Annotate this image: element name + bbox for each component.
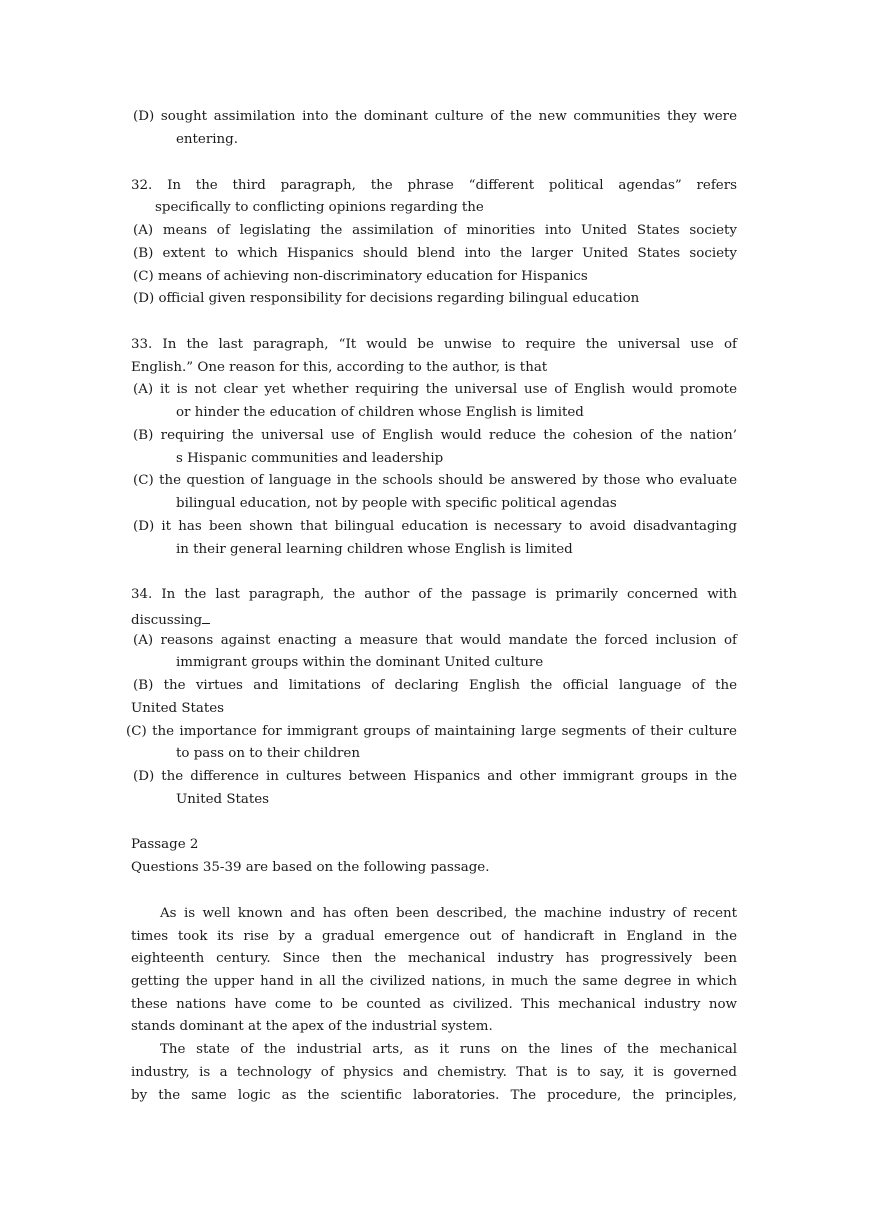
paragraph-2-line: The state of the industrial arts, as it runs on the lines of the mechanical [160, 1042, 737, 1057]
q32-stem-line1: 32. In the third paragraph, the phrase “different political agendas” refers [131, 178, 737, 193]
q33-option-a-line1: (A) it is not clear yet whether requiring the universal use of English would promote [133, 382, 737, 397]
q32-option-b: (B) extent to which Hispanics should blend into the larger United States society [133, 246, 737, 261]
q34-stem-line1: 34. In the last paragraph, the author of the passage is primarily concerned with [131, 587, 737, 602]
paragraph-2-line: industry, is a technology of physics and chemistry. That is to say, it is governed [131, 1065, 737, 1080]
q34-option-b-line1: (B) the virtues and limitations of declaring English the official language of the [133, 678, 737, 693]
q32-option-a: (A) means of legislating the assimilation of minorities into United States society [133, 223, 737, 238]
paragraph-2-line: by the same logic as the scientific laboratories. The procedure, the principles, [131, 1088, 737, 1103]
q34-option-a-line2: immigrant groups within the dominant United culture [176, 655, 544, 670]
q33-stem-line2: English.” One reason for this, according to the author, is that [131, 360, 548, 375]
q34-option-b-line2: United States [131, 701, 225, 716]
paragraph-1-line: these nations have come to be counted as civilized. This mechanical industry now [131, 997, 737, 1012]
q33-option-a-line2: or hinder the education of children whose English is limited [176, 405, 584, 420]
passage-heading: Passage 2 [131, 837, 199, 852]
q33-option-d-line2: in their general learning children whose English is limited [176, 542, 573, 557]
q33-option-b-line1: (B) requiring the universal use of English would reduce the cohesion of the nation’ [133, 428, 737, 443]
paragraph-1-line: eighteenth century. Since then the mechanical industry has progressively been [131, 951, 737, 966]
q32-stem-line2: specifically to conflicting opinions regarding the [155, 200, 484, 215]
q34-option-d-line2: United States [176, 792, 270, 807]
q33-option-c-line1: (C) the question of language in the schools should be answered by those who evaluate [133, 473, 737, 488]
q33-stem-line1: 33. In the last paragraph, “It would be unwise to require the universal use of [131, 337, 737, 352]
paragraph-1-line: getting the upper hand in all the civilized nations, in much the same degree in which [131, 974, 737, 989]
q32-option-d: (D) official given responsibility for decisions regarding bilingual education [133, 291, 640, 306]
paragraph-1-line: As is well known and has often been described, the machine industry of recent [160, 906, 737, 921]
q34-option-c-line2: to pass on to their children [176, 746, 360, 761]
q31-option-d-line1: (D) sought assimilation into the dominant culture of the new communities they were [133, 109, 737, 124]
q34-option-a-line1: (A) reasons against enacting a measure that would mandate the forced inclusion of [133, 633, 737, 648]
q33-option-c-line2: bilingual education, not by people with specific political agendas [176, 496, 617, 511]
q34-stem-line2-text: discussing [131, 613, 203, 628]
passage-intro: Questions 35-39 are based on the following passage. [131, 860, 490, 875]
q33-option-d-line1: (D) it has been shown that bilingual education is necessary to avoid disadvantaging [133, 519, 737, 534]
paragraph-1-line: stands dominant at the apex of the industrial system. [131, 1019, 493, 1034]
q34-option-c-line1: (C) the importance for immigrant groups of maintaining large segments of their culture [126, 724, 737, 739]
q31-option-d-line2: entering. [176, 132, 238, 147]
answer-blank [202, 611, 210, 624]
q34-stem-line2 [131, 611, 737, 627]
q34-option-d-line1: (D) the difference in cultures between Hispanics and other immigrant groups in the [133, 769, 737, 784]
q32-option-c: (C) means of achieving non-discriminatory education for Hispanics [133, 269, 588, 284]
paragraph-1-line: times took its rise by a gradual emergence out of handicraft in England in the [131, 929, 737, 944]
q33-option-b-line2: s Hispanic communities and leadership [176, 451, 444, 466]
